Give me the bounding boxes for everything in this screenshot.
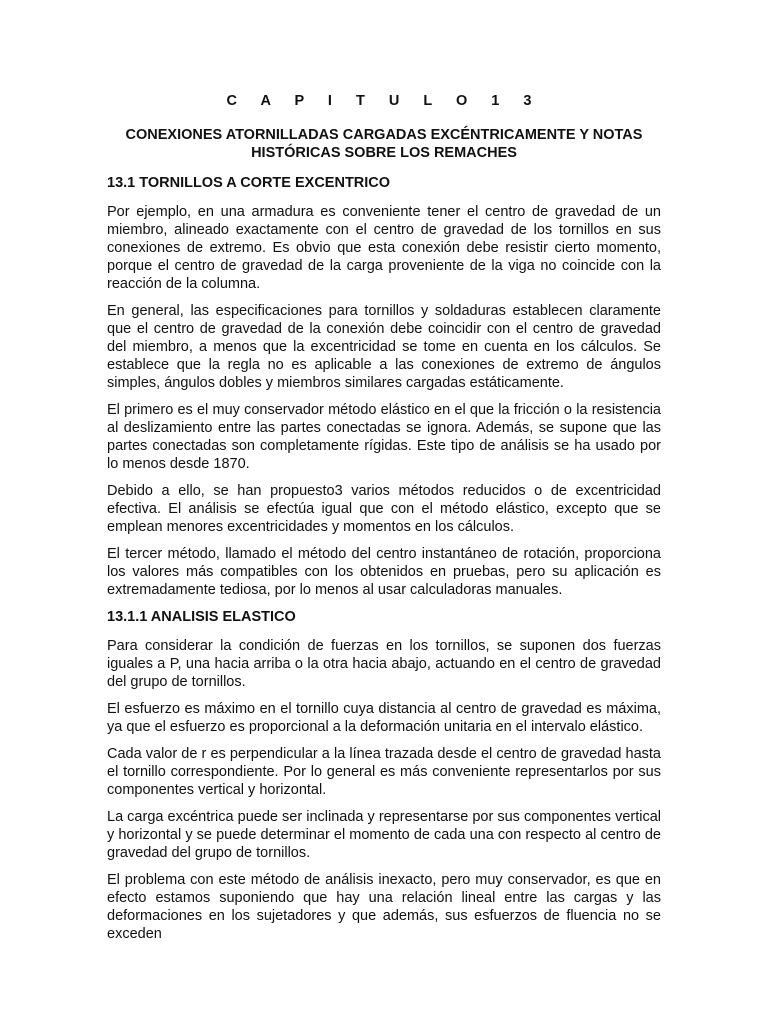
section-heading-13-1-1: 13.1.1 ANALISIS ELASTICO xyxy=(107,609,296,625)
document-page xyxy=(107,92,661,952)
paragraph: El esfuerzo es máximo en el tornillo cuya distancia al centro de gravedad es máxima, ya que el esfuerzo es proporcional a la deformación unitaria en el intervalo elástico. xyxy=(107,701,661,735)
paragraph: El tercer método, llamado el método del centro instantáneo de rotación, proporciona los valores más compatibles con los obtenidos en pruebas, pero su aplicación es extremadamente tediosa, por lo menos al usar calculadoras manuales. xyxy=(107,546,661,598)
paragraph: En general, las especificaciones para tornillos y soldaduras establecen claramente que el centro de gravedad de la conexión debe coincidir con el centro de gravedad del miembro, a menos que la excentricidad se tome en cuenta en los cálculos. Se establece que la regla no es aplicable a las conexiones de extremo de ángulos simples, ángulos dobles y miembros similares cargadas estáticamente. xyxy=(107,303,661,391)
paragraph: La carga excéntrica puede ser inclinada y representarse por sus componentes vertical y horizontal y se puede determinar el momento de cada una con respecto al centro de gravedad del grupo de tornillos. xyxy=(107,809,661,861)
chapter-title: CONEXIONES ATORNILLADAS CARGADAS EXCÉNTRICAMENTE Y NOTAS HISTÓRICAS SOBRE LOS REMACHES xyxy=(125,127,643,161)
paragraph: Por ejemplo, en una armadura es conveniente tener el centro de gravedad de un miembro, alineado exactamente con el centro de gravedad de los tornillos en sus conexiones de extremo. Es obvio que esta conexión debe resistir cierto momento, porque el centro de gravedad de la carga proveniente de la viga no coincide con la reacción de la columna. xyxy=(107,204,661,292)
paragraph: El problema con este método de análisis inexacto, pero muy conservador, es que en efecto estamos suponiendo que hay una relación lineal entre las cargas y las deformaciones en los sujetadores y que además, sus esfuerzos de fluencia no se exceden xyxy=(107,872,661,942)
paragraph: Debido a ello, se han propuesto3 varios métodos reducidos o de excentricidad efectiva. El análisis se efectúa igual que con el método elástico, excepto que se emplean menores excentricidades y momentos en los cálculos. xyxy=(107,483,661,535)
paragraph: El primero es el muy conservador método elástico en el que la fricción o la resistencia al deslizamiento entre las partes conectadas se ignora. Además, se supone que las partes conectadas son completamente rígidas. Este tipo de análisis se ha usado por lo menos desde 1870. xyxy=(107,402,661,472)
paragraph: Cada valor de r es perpendicular a la línea trazada desde el centro de gravedad hasta el tornillo correspondiente. Por lo general es más conveniente representarlos por sus componentes vertical y horizontal. xyxy=(107,746,661,798)
section-heading-13-1: 13.1 TORNILLOS A CORTE EXCENTRICO xyxy=(107,175,391,191)
paragraph: Para considerar la condición de fuerzas en los tornillos, se suponen dos fuerzas iguales a P, una hacia arriba o la otra hacia abajo, actuando en el centro de gravedad del grupo de tornillos. xyxy=(107,638,661,690)
chapter-label: C A P I T U L O 1 3 xyxy=(226,93,542,109)
